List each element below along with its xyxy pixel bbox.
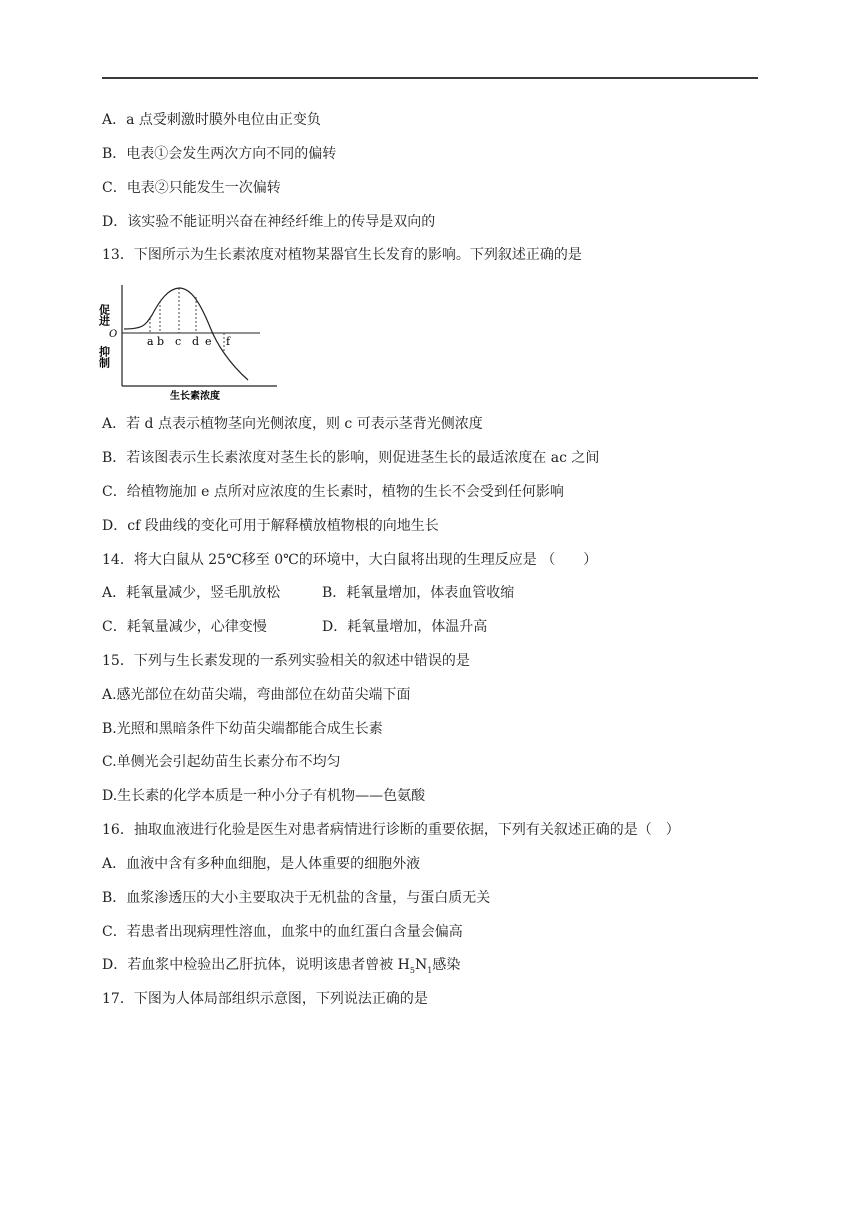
auxin-curve [124, 288, 248, 380]
q15-option-b: B.光照和黑暗条件下幼苗尖端都能合成生长素 [102, 721, 383, 737]
y-label-bottom: 抑制 [97, 346, 111, 368]
y-label-top: 促进 [97, 304, 111, 326]
point-e: e [205, 335, 212, 348]
q12-option-d: D．该实验不能证明兴奋在神经纤维上的传导是双向的 [102, 214, 436, 230]
q14-stem: 14．将大白鼠从 25℃移至 0℃的环境中，大白鼠将出现的生理反应是 （ ） [102, 552, 598, 568]
q16-option-d-suffix: 感染 [432, 957, 461, 973]
q15-option-c: C.单侧光会引起幼苗生长素分布不均匀 [102, 754, 341, 770]
q14-option-d: D．耗氧量增加，体温升高 [322, 619, 488, 635]
q13-option-b: B．若该图表示生长素浓度对茎生长的影响，则促进茎生长的最适浓度在 ac 之间 [102, 450, 600, 466]
auxin-curve-figure [97, 282, 292, 402]
x-axis-label: 生长素浓度 [170, 391, 220, 402]
point-d: d [192, 335, 200, 348]
q13-option-c: C．给植物施加 e 点所对应浓度的生长素时，植物的生长不会受到任何影响 [102, 484, 564, 500]
q12-option-c: C．电表②只能发生一次偏转 [102, 180, 281, 196]
q16-option-d-sub1: 5 [409, 965, 415, 975]
q15-option-a: A.感光部位在幼苗尖端，弯曲部位在幼苗尖端下面 [102, 687, 411, 703]
q16-option-d-prefix: D．若血浆中检验出乙肝抗体，说明该患者曾被 H [102, 957, 410, 973]
origin-label: O [109, 329, 118, 340]
q17-stem: 17．下图为人体局部组织示意图，下列说法正确的是 [102, 991, 428, 1007]
q14-option-c: C．耗氧量减少，心律变慢 [102, 619, 267, 635]
q14-option-b: B．耗氧量增加，体表血管收缩 [322, 585, 515, 601]
header-rule [102, 77, 758, 79]
q15-stem: 15．下列与生长素发现的一系列实验相关的叙述中错误的是 [102, 653, 470, 669]
q16-option-a: A．血液中含有多种血细胞，是人体重要的细胞外液 [102, 856, 421, 872]
q13-stem: 13．下图所示为生长素浓度对植物某器官生长发育的影响。下列叙述正确的是 [102, 247, 582, 263]
q12-option-b: B．电表①会发生两次方向不同的偏转 [102, 146, 337, 162]
q16-option-b: B．血浆渗透压的大小主要取决于无机盐的含量，与蛋白质无关 [102, 890, 491, 906]
q16-option-c: C．若患者出现病理性溶血，血浆中的血红蛋白含量会偏高 [102, 924, 463, 940]
q15-option-d: D.生长素的化学本质是一种小分子有机物——色氨酸 [102, 788, 426, 804]
q16-stem: 16．抽取血液进行化验是医生对患者病情进行诊断的重要依据，下列有关叙述正确的是（ ） [102, 822, 680, 838]
q16-option-d-sub2: 1 [427, 965, 433, 975]
auxin-curve-svg [97, 282, 292, 402]
q16-option-d-mid: N [414, 957, 428, 973]
q16-option-d [102, 956, 460, 980]
point-f: f [226, 335, 231, 348]
point-b: b [157, 335, 165, 348]
q12-option-a: A．a 点受刺激时膜外电位由正变负 [102, 112, 321, 128]
q14-option-a: A．耗氧量减少，竖毛肌放松 [102, 585, 281, 601]
point-c: c [175, 335, 182, 348]
q13-option-d: D．cf 段曲线的变化可用于解释横放植物根的向地生长 [102, 518, 439, 534]
q13-option-a: A．若 d 点表示植物茎向光侧浓度，则 c 可表示茎背光侧浓度 [102, 416, 483, 432]
point-a: a [147, 335, 154, 348]
